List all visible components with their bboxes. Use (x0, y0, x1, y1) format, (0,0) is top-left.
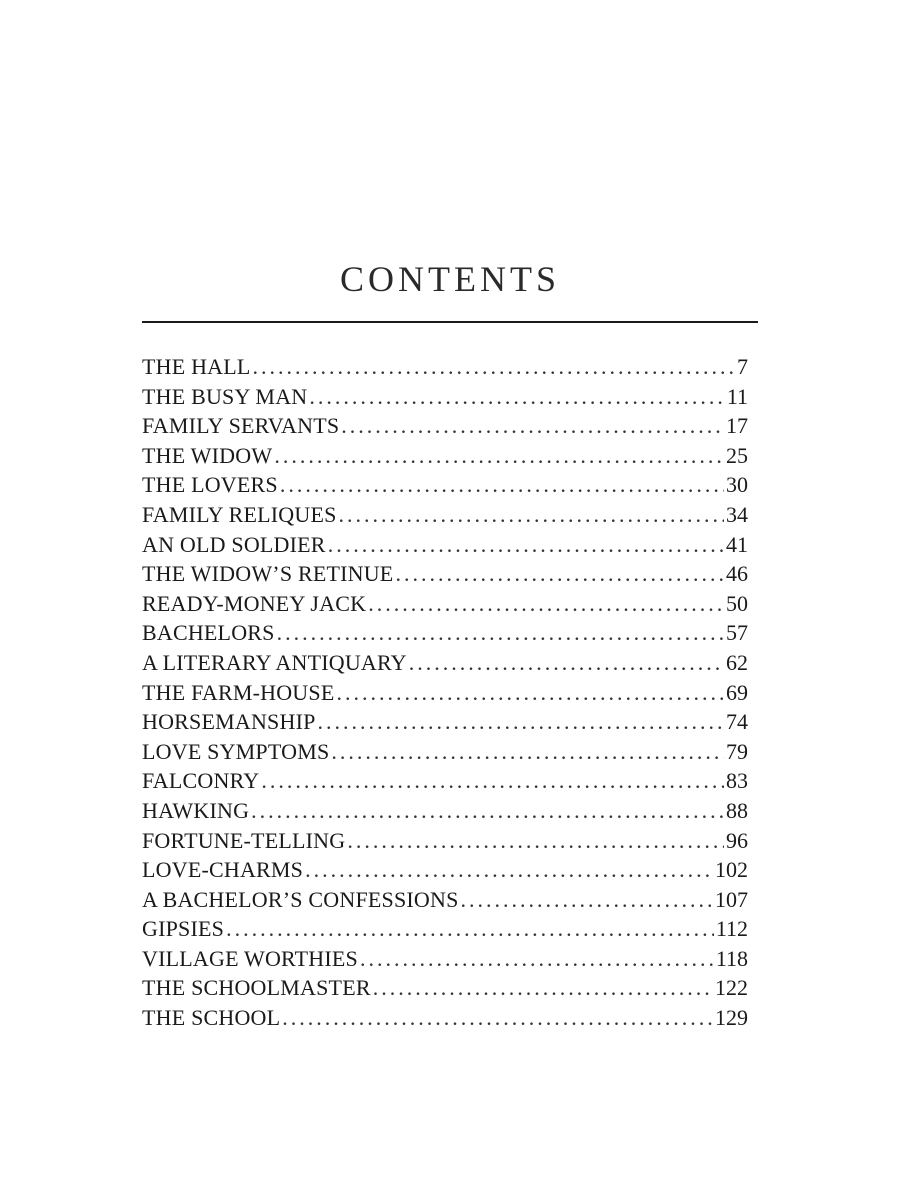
dot-leader (461, 885, 713, 915)
dot-leader (282, 1003, 713, 1033)
toc-entry-title: THE FARM-HOUSE (142, 679, 335, 705)
toc-entry (142, 1003, 748, 1033)
dot-leader (305, 855, 713, 885)
dot-leader (251, 796, 724, 826)
toc-entry-title: GIPSIES (142, 916, 225, 942)
toc-entry-title: READY-MONEY JACK (142, 590, 367, 616)
toc-entry (142, 885, 748, 915)
dot-leader (409, 648, 724, 678)
toc-entry-page-number: 88 (726, 797, 748, 823)
toc-entry (142, 766, 748, 796)
toc-entry-page-number: 112 (715, 916, 748, 942)
dot-leader (226, 914, 714, 944)
toc-entry-title: FALCONRY (142, 768, 260, 794)
toc-entry-title: THE WIDOW’S RETINUE (142, 561, 394, 587)
toc-entry-title: HAWKING (142, 797, 250, 823)
toc-entry (142, 826, 748, 856)
dot-leader (318, 707, 724, 737)
toc-entry-page-number: 57 (726, 620, 748, 646)
toc-entry (142, 973, 748, 1003)
toc-entry-title: THE HALL (142, 354, 251, 379)
dot-leader (261, 766, 724, 796)
toc-entry (142, 855, 748, 885)
dot-leader (347, 826, 724, 856)
toc-entry-page-number: 25 (726, 442, 748, 468)
toc-entry-page-number: 34 (726, 501, 748, 527)
toc-entry-title: FORTUNE-TELLING (142, 827, 346, 853)
toc-entry-title: HORSEMANSHIP (142, 709, 316, 735)
toc-entry-title: THE SCHOOL (142, 1005, 281, 1031)
toc-entry (142, 382, 748, 412)
dot-leader (341, 411, 724, 441)
toc-entry (142, 678, 748, 708)
table-of-contents (142, 352, 748, 1033)
toc-entry-page-number: 83 (726, 768, 748, 794)
page-title: CONTENTS (340, 259, 560, 299)
dot-leader (277, 618, 724, 648)
toc-entry (142, 470, 748, 500)
toc-entry-page-number: 79 (726, 738, 748, 764)
toc-entry (142, 352, 748, 382)
toc-entry-page-number: 96 (726, 827, 748, 853)
toc-entry-title: VILLAGE WORTHIES (142, 945, 358, 971)
dot-leader (395, 559, 724, 589)
toc-entry-page-number: 30 (726, 472, 748, 498)
toc-entry-page-number: 11 (726, 383, 748, 409)
toc-entry-title: THE SCHOOLMASTER (142, 975, 371, 1001)
toc-entry (142, 944, 748, 974)
toc-entry-page-number: 129 (715, 1005, 748, 1031)
dot-leader (339, 500, 724, 530)
toc-entry (142, 737, 748, 767)
toc-entry-page-number: 107 (715, 886, 748, 912)
dot-leader (373, 973, 713, 1003)
toc-entry-page-number: 118 (715, 945, 748, 971)
toc-entry (142, 914, 748, 944)
dot-leader (360, 944, 714, 974)
dot-leader (331, 737, 724, 767)
toc-entry-page-number: 50 (726, 590, 748, 616)
toc-entry-page-number: 41 (726, 531, 748, 557)
toc-entry-title: THE WIDOW (142, 442, 273, 468)
toc-entry-title: BACHELORS (142, 620, 275, 646)
toc-entry (142, 500, 748, 530)
toc-entry (142, 411, 748, 441)
toc-entry-page-number: 102 (715, 857, 748, 883)
title-divider (142, 321, 758, 323)
toc-entry-title: FAMILY SERVANTS (142, 413, 340, 439)
toc-entry (142, 707, 748, 737)
toc-entry-page-number: 74 (726, 709, 748, 735)
toc-entry-page-number: 7 (737, 354, 748, 379)
toc-entry-title: AN OLD SOLDIER (142, 531, 326, 557)
toc-entry (142, 589, 748, 619)
toc-entry-page-number: 62 (726, 649, 748, 675)
toc-entry (142, 530, 748, 560)
dot-leader (309, 382, 724, 412)
toc-entry-title: THE LOVERS (142, 472, 278, 498)
toc-entry (142, 559, 748, 589)
dot-leader (280, 470, 724, 500)
dot-leader (368, 589, 724, 619)
dot-leader (253, 352, 735, 382)
toc-entry-page-number: 122 (715, 975, 748, 1001)
toc-entry (142, 648, 748, 678)
toc-entry-title: A BACHELOR’S CONFESSIONS (142, 886, 459, 912)
toc-entry-title: LOVE-CHARMS (142, 857, 304, 883)
toc-entry-title: A LITERARY ANTIQUARY (142, 649, 407, 675)
dot-leader (328, 530, 724, 560)
toc-entry-title: LOVE SYMPTOMS (142, 738, 330, 764)
toc-entry (142, 441, 748, 471)
toc-entry-page-number: 46 (726, 561, 748, 587)
toc-entry-title: FAMILY RELIQUES (142, 501, 337, 527)
dot-leader (336, 678, 724, 708)
toc-entry (142, 796, 748, 826)
dot-leader (274, 441, 724, 471)
toc-entry-page-number: 17 (726, 413, 748, 439)
toc-entry (142, 618, 748, 648)
toc-entry-title: THE BUSY MAN (142, 383, 308, 409)
toc-entry-page-number: 69 (726, 679, 748, 705)
